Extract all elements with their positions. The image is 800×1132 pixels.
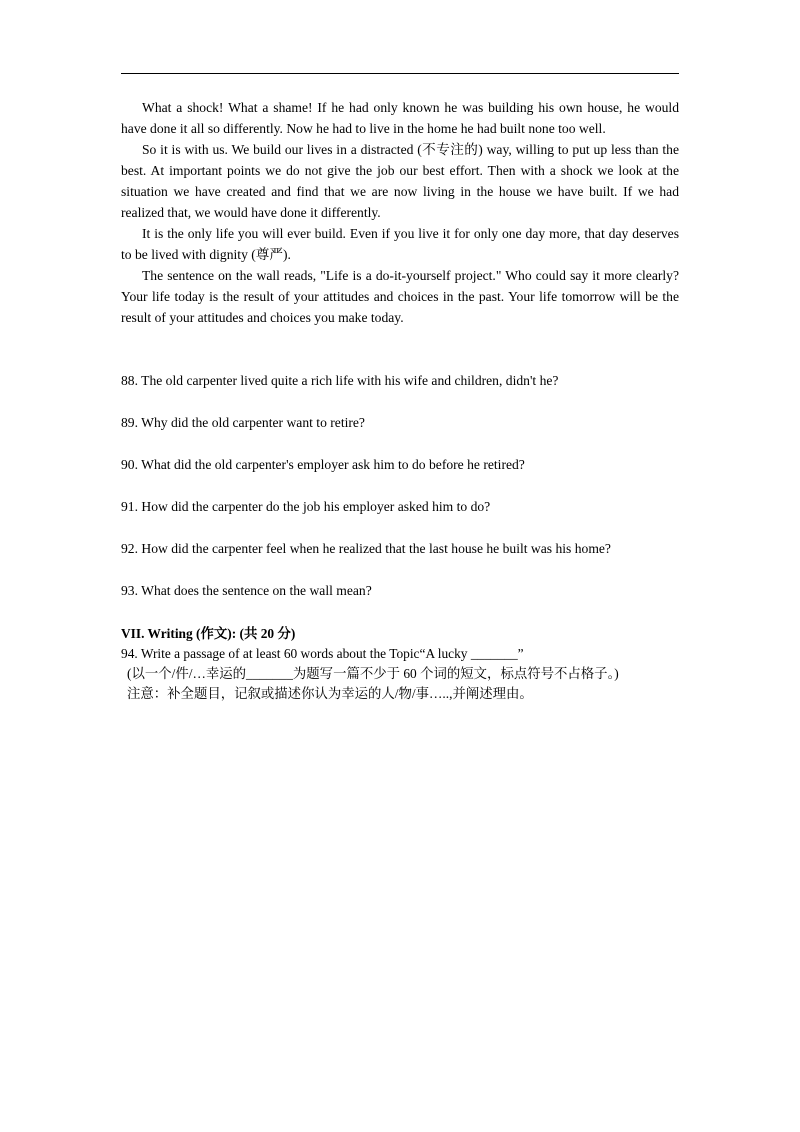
passage-paragraph: So it is with us. We build our lives in a distracted (不专注的) way, willing to put up less than the best. At important points we do not give the job our best effort. Then with a shock we look at the situation we have created and find that we are now living in the house we have built. If we had realized that, we would have done it differently.	[121, 142, 679, 220]
question-88: 88. The old carpenter lived quite a rich life with his wife and children, didn't he?	[121, 373, 559, 388]
passage-paragraph: The sentence on the wall reads, "Life is a do-it-yourself project." Who could say it more clearly? Your life today is the result of your attitudes and choices in the past. Your life tomorrow will be the result of your attitudes and choices you make today.	[121, 268, 679, 325]
question-list	[121, 371, 679, 623]
section-heading: VII. Writing (作文): (共 20 分)	[121, 626, 296, 641]
passage-paragraph: It is the only life you will ever build. Even if you live it for only one day more, that day deserves to be lived with dignity (尊严).	[121, 226, 679, 262]
writing-section	[121, 624, 679, 704]
header-rule	[121, 73, 679, 74]
question-93: 93. What does the sentence on the wall mean?	[121, 583, 372, 598]
reading-passage	[121, 97, 679, 328]
question-92: 92. How did the carpenter feel when he realized that the last house he built was his home?	[121, 541, 611, 556]
writing-note: 注意：补全题目，记叙或描述你认为幸运的人/物/事…..,并阐述理由。	[127, 686, 533, 701]
writing-instruction: (以一个/件/…幸运的_______为题写一篇不少于 60 个词的短文，标点符号不占格子。)	[127, 666, 619, 681]
question-90: 90. What did the old carpenter's employer ask him to do before he retired?	[121, 457, 525, 472]
question-91: 91. How did the carpenter do the job his employer asked him to do?	[121, 499, 491, 514]
passage-paragraph: What a shock! What a shame! If he had only known he was building his own house, he would have done it all so differently. Now he had to live in the home he had built none too well.	[121, 100, 679, 136]
writing-prompt: 94. Write a passage of at least 60 words about the Topic“A lucky _______”	[121, 646, 524, 661]
question-89: 89. Why did the old carpenter want to retire?	[121, 415, 365, 430]
